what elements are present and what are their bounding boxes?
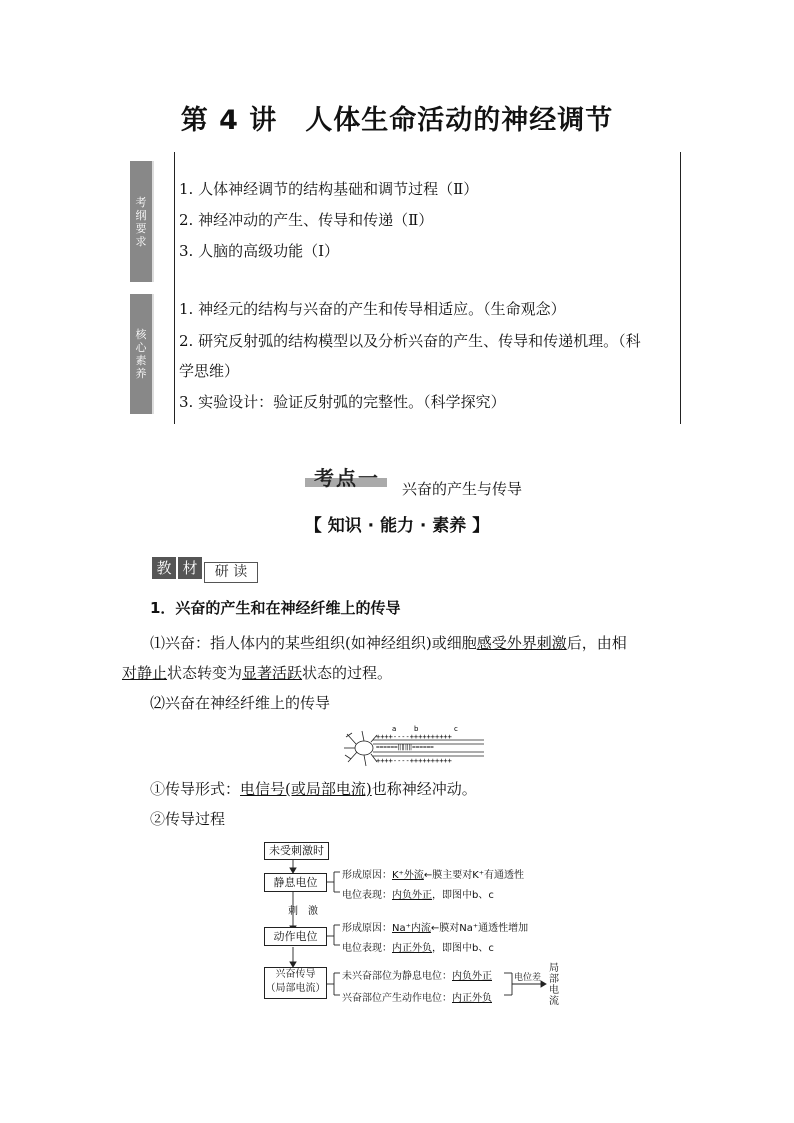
literacy-item: 学思维） [179, 362, 240, 380]
paragraph-excitation-cont: 对静止状态转变为显著活跃状态的过程。 [122, 664, 393, 682]
literacy-item: 3. 实验设计：验证反射弧的完整性。（科学探究） [179, 393, 506, 411]
flow-box-action: 动作电位 [264, 927, 327, 946]
flow-box-spread: 兴奋传导 （局部电流） [264, 967, 327, 999]
requirement-item: 2. 神经冲动的产生、传导和传递（Ⅱ） [179, 211, 434, 229]
page-title: 第 4 讲 人体生命活动的神经调节 [180, 105, 614, 136]
table-left-border [174, 152, 175, 424]
paragraph-conduction-process: ②传导过程 [150, 810, 226, 828]
svg-text:++++----++++++++++: ++++----++++++++++ [376, 757, 452, 765]
action-cause: 形成原因：Na⁺内流←膜对Na⁺通透性增加 [342, 923, 529, 934]
paragraph-excitation: ⑴兴奋：指人体内的某些组织(如神经组织)或细胞感受外界刺激后，由相 [150, 634, 627, 652]
svg-text:++++----++++++++++: ++++----++++++++++ [376, 733, 452, 741]
literacy-item: 1. 神经元的结构与兴奋的产生和传导相适应。（生命观念） [179, 300, 566, 318]
fig-label-c: c [454, 725, 458, 733]
neuron-fiber-figure [344, 722, 489, 770]
potential-difference-label: 电位差 [514, 973, 542, 983]
tag-core-literacy: 核心素养 [130, 294, 154, 414]
tag-exam-requirements: 考纲要求 [130, 161, 154, 282]
section-label: 考点一 [305, 462, 387, 487]
badge-char: 教 [152, 557, 176, 579]
spread-unexcited: 未兴奋部位为静息电位：内负外正 [342, 971, 492, 982]
action-display: 电位表现：内正外负，即图中b、c [342, 943, 494, 954]
flow-box-rest: 静息电位 [264, 873, 327, 892]
paragraph-conduction: ⑵兴奋在神经纤维上的传导 [150, 694, 331, 712]
fig-label-a: a [392, 725, 397, 733]
paragraph-conduction-form: ①传导形式：电信号(或局部电流)也称神经冲动。 [150, 780, 477, 798]
fig-label-b: b [414, 725, 419, 733]
local-current-label: 局部电流 [549, 963, 559, 1007]
flow-box-start: 未受刺激时 [264, 842, 329, 860]
requirement-item: 1. 人体神经调节的结构基础和调节过程（Ⅱ） [179, 180, 479, 198]
literacy-item: 2. 研究反射弧的结构模型以及分析兴奋的产生、传导和传递机理。（科 [179, 332, 641, 350]
svg-text:======‖‖‖‖======: ======‖‖‖‖====== [376, 744, 434, 751]
flow-stimulus-label: 刺 激 [288, 906, 318, 917]
rest-cause: 形成原因：K⁺外流←膜主要对K⁺有通透性 [342, 870, 525, 881]
spread-excited: 兴奋部位产生动作电位：内正外负 [342, 993, 492, 1004]
requirement-item: 3. 人脑的高级功能（Ⅰ） [179, 242, 340, 260]
section-subtitle: 兴奋的产生与传导 [402, 480, 523, 498]
section-bracket-heading: 【 知识 · 能力 · 素养 】 [304, 516, 490, 536]
heading-1: 1．兴奋的产生和在神经纤维上的传导 [150, 599, 401, 617]
rest-display: 电位表现：内负外正，即图中b、c [342, 890, 494, 901]
badge-label: 研 读 [204, 562, 258, 583]
badge-char: 材 [178, 557, 202, 579]
table-right-border [680, 152, 681, 424]
